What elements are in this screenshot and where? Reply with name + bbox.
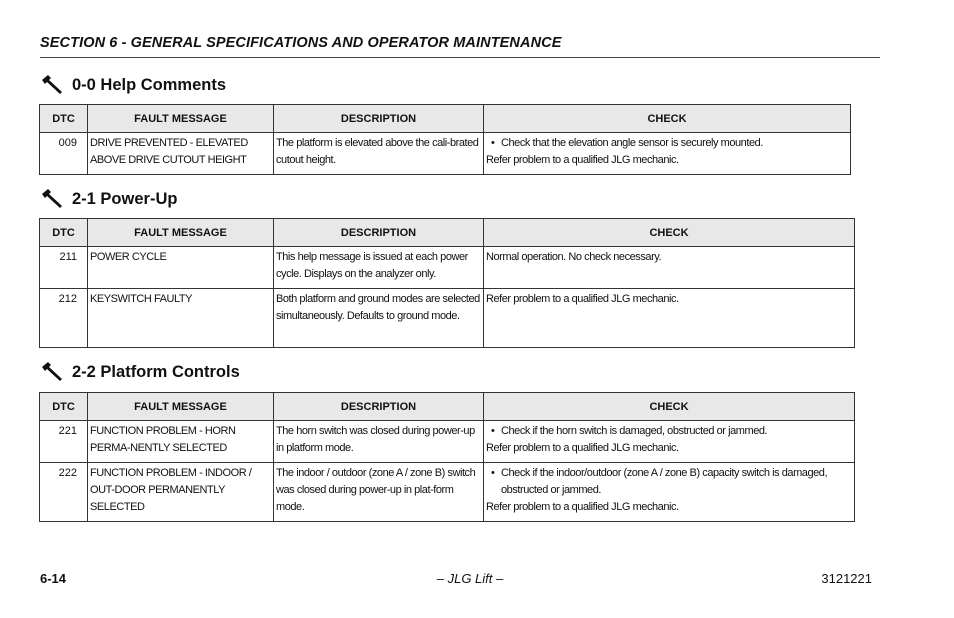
dtc-cell: 212 bbox=[40, 289, 88, 348]
fault-table-platform-controls bbox=[39, 392, 855, 522]
section-heading-text: 2-2 Platform Controls bbox=[72, 362, 240, 381]
dtc-cell: 221 bbox=[40, 421, 88, 463]
fault-cell: FUNCTION PROBLEM - HORN PERMA-NENTLY SELECTED bbox=[88, 421, 274, 463]
col-header-description: DESCRIPTION bbox=[274, 105, 484, 133]
check-text: Refer problem to a qualified JLG mechanic. bbox=[486, 293, 679, 305]
section-heading-text: 0-0 Help Comments bbox=[72, 75, 227, 94]
dtc-cell: 009 bbox=[40, 133, 88, 175]
document-number: 3121221 bbox=[821, 571, 872, 586]
table-row bbox=[40, 247, 855, 289]
section-heading-help-comments bbox=[40, 74, 226, 96]
fault-table-power-up bbox=[39, 218, 855, 348]
col-header-check: CHECK bbox=[484, 105, 851, 133]
check-bullet: • Check if the indoor/outdoor (zone A / zone B) capacity switch is damaged, obstructed or jammed. bbox=[486, 465, 852, 499]
header-rule bbox=[40, 57, 880, 58]
check-text: Refer problem to a qualified JLG mechanic. bbox=[486, 442, 679, 454]
col-header-description: DESCRIPTION bbox=[274, 393, 484, 421]
description-cell: This help message is issued at each power cycle. Displays on the analyzer only. bbox=[274, 247, 484, 289]
description-cell: The platform is elevated above the cali-brated cutout height. bbox=[274, 133, 484, 175]
col-header-dtc: DTC bbox=[40, 105, 88, 133]
tools-icon bbox=[40, 74, 64, 96]
dtc-cell: 211 bbox=[40, 247, 88, 289]
section-heading-power-up bbox=[40, 188, 177, 210]
tools-icon bbox=[40, 361, 64, 383]
section-heading-text: 2-1 Power-Up bbox=[72, 189, 178, 208]
table-row bbox=[40, 421, 855, 463]
section-title: SECTION 6 - GENERAL SPECIFICATIONS AND OPERATOR MAINTENANCE bbox=[40, 35, 562, 51]
fault-cell: KEYSWITCH FAULTY bbox=[88, 289, 274, 348]
fault-cell: FUNCTION PROBLEM - INDOOR / OUT-DOOR PERMANENTLY SELECTED bbox=[88, 463, 274, 522]
table-header-row bbox=[40, 219, 855, 247]
check-cell bbox=[484, 133, 851, 175]
col-header-dtc: DTC bbox=[40, 219, 88, 247]
col-header-fault: FAULT MESSAGE bbox=[88, 393, 274, 421]
description-cell: The horn switch was closed during power-up in platform mode. bbox=[274, 421, 484, 463]
footer-brand: – JLG Lift – bbox=[436, 571, 504, 586]
col-header-check: CHECK bbox=[484, 393, 855, 421]
fault-cell: DRIVE PREVENTED - ELEVATED ABOVE DRIVE CUTOUT HEIGHT bbox=[88, 133, 274, 175]
table-header-row bbox=[40, 393, 855, 421]
check-cell bbox=[484, 463, 855, 522]
description-cell: Both platform and ground modes are selected simultaneously. Defaults to ground mode. bbox=[274, 289, 484, 348]
col-header-dtc: DTC bbox=[40, 393, 88, 421]
check-text: Refer problem to a qualified JLG mechanic. bbox=[486, 154, 679, 166]
dtc-cell: 222 bbox=[40, 463, 88, 522]
table-row bbox=[40, 463, 855, 522]
table-row bbox=[40, 289, 855, 348]
table-header-row bbox=[40, 105, 851, 133]
check-cell bbox=[484, 289, 855, 348]
check-text: Refer problem to a qualified JLG mechanic. bbox=[486, 501, 679, 513]
fault-table-help-comments bbox=[39, 104, 851, 175]
col-header-description: DESCRIPTION bbox=[274, 219, 484, 247]
check-bullet: • Check that the elevation angle sensor is securely mounted. bbox=[486, 135, 848, 152]
table-row bbox=[40, 133, 851, 175]
col-header-fault: FAULT MESSAGE bbox=[88, 105, 274, 133]
tools-icon bbox=[40, 188, 64, 210]
description-cell: The indoor / outdoor (zone A / zone B) switch was closed during power-up in plat-form mode. bbox=[274, 463, 484, 522]
col-header-check: CHECK bbox=[484, 219, 855, 247]
col-header-fault: FAULT MESSAGE bbox=[88, 219, 274, 247]
check-cell bbox=[484, 247, 855, 289]
check-cell bbox=[484, 421, 855, 463]
page-number: 6-14 bbox=[40, 571, 67, 586]
section-heading-platform-controls bbox=[40, 361, 240, 383]
check-bullet: • Check if the horn switch is damaged, obstructed or jammed. bbox=[486, 423, 852, 440]
check-text: Normal operation. No check necessary. bbox=[486, 251, 662, 263]
fault-cell: POWER CYCLE bbox=[88, 247, 274, 289]
